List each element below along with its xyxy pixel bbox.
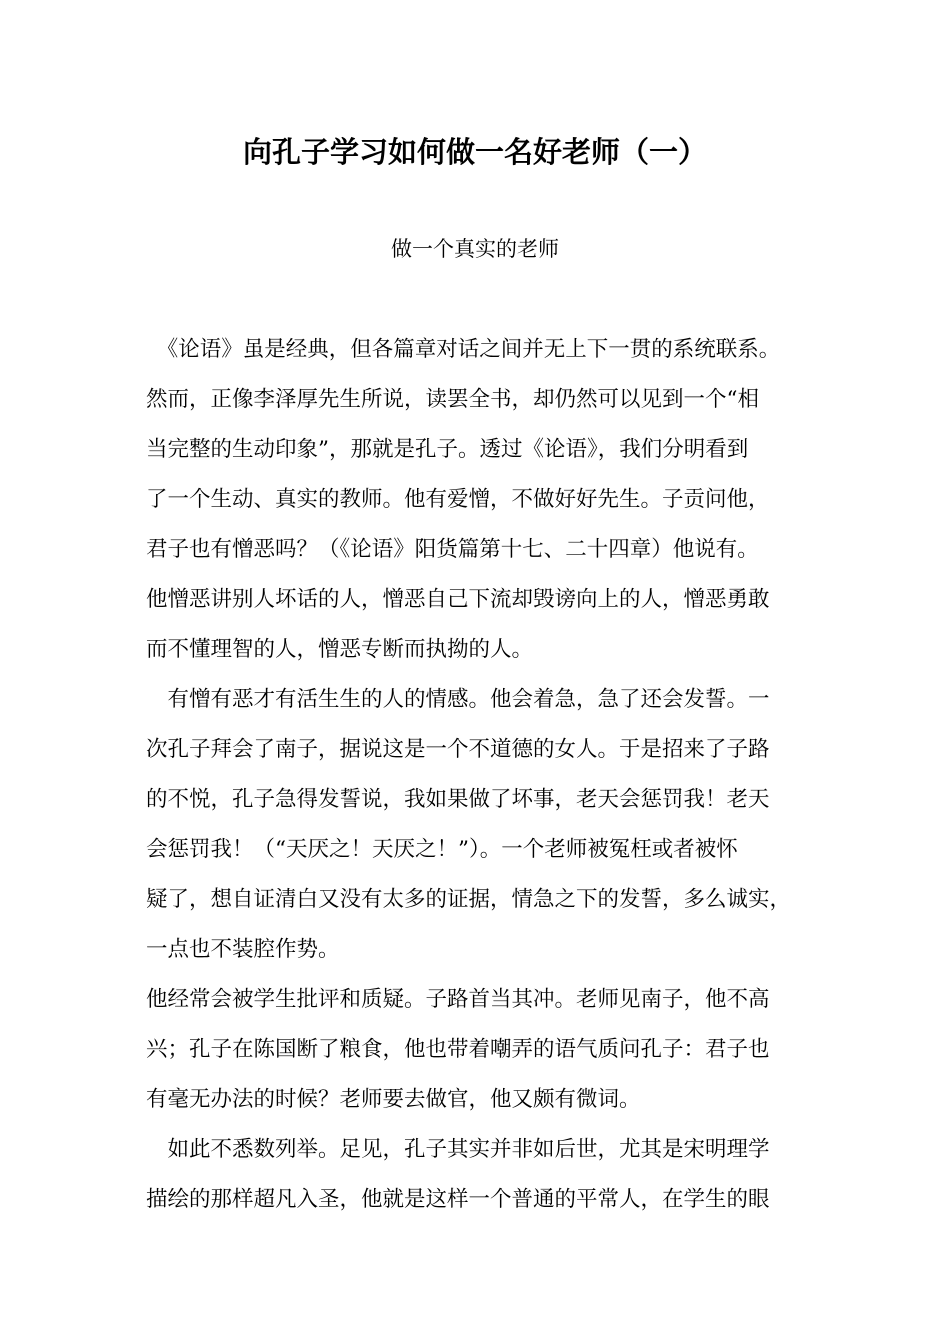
body-line: 而不懂理智的人，憎恶专断而执拗的人。 — [146, 637, 534, 662]
body-line: 的不悦，孔子急得发誓说，我如果做了坏事，老天会惩罚我！老天 — [146, 787, 770, 812]
body-line: 次孔子拜会了南子，据说这是一个不道德的女人。于是招来了子路 — [146, 737, 770, 762]
body-line: 如此不悉数列举。足见，孔子其实并非如后世，尤其是宋明理学 — [146, 1137, 770, 1162]
body-line: 《论语》虽是经典，但各篇章对话之间并无上下一贯的系统联系。 — [146, 337, 781, 362]
body-line: 兴；孔子在陈国断了粮食，他也带着嘲弄的语气质问孔子：君子也 — [146, 1037, 770, 1062]
body-line: 有毫无办法的时候？老师要去做官，他又颇有微词。 — [146, 1087, 641, 1112]
body-line: 疑了，想自证清白又没有太多的证据，情急之下的发誓，多么诚实， — [146, 887, 792, 912]
body-line: 他憎恶讲别人坏话的人，憎恶自己下流却毁谤向上的人，憎恶勇敢 — [146, 587, 770, 612]
body-line: 他经常会被学生批评和质疑。子路首当其冲。老师见南子，他不高 — [146, 987, 770, 1012]
body-line: 会惩罚我！（“天厌之！天厌之！”）。一个老师被冤枉或者被怀 — [146, 837, 738, 862]
document-subtitle: 做一个真实的老师 — [391, 237, 559, 261]
body-line: 了一个生动、真实的教师。他有爱憎，不做好好先生。子贡问他， — [146, 487, 770, 512]
body-line: 描绘的那样超凡入圣，他就是这样一个普通的平常人，在学生的眼 — [146, 1187, 770, 1212]
body-line: 君子也有憎恶吗？（《论语》阳货篇第十七、二十四章）他说有。 — [146, 537, 759, 562]
body-line: 一点也不装腔作势。 — [146, 937, 340, 962]
body-line: 然而，正像李泽厚先生所说，读罢全书，却仍然可以见到一个“相 — [146, 387, 759, 412]
document-title: 向孔子学习如何做一名好老师（一） — [242, 135, 707, 169]
body-line: 当完整的生动印象”，那就是孔子。透过《论语》，我们分明看到 — [146, 437, 749, 462]
body-line: 有憎有恶才有活生生的人的情感。他会着急，急了还会发誓。一 — [146, 687, 770, 712]
